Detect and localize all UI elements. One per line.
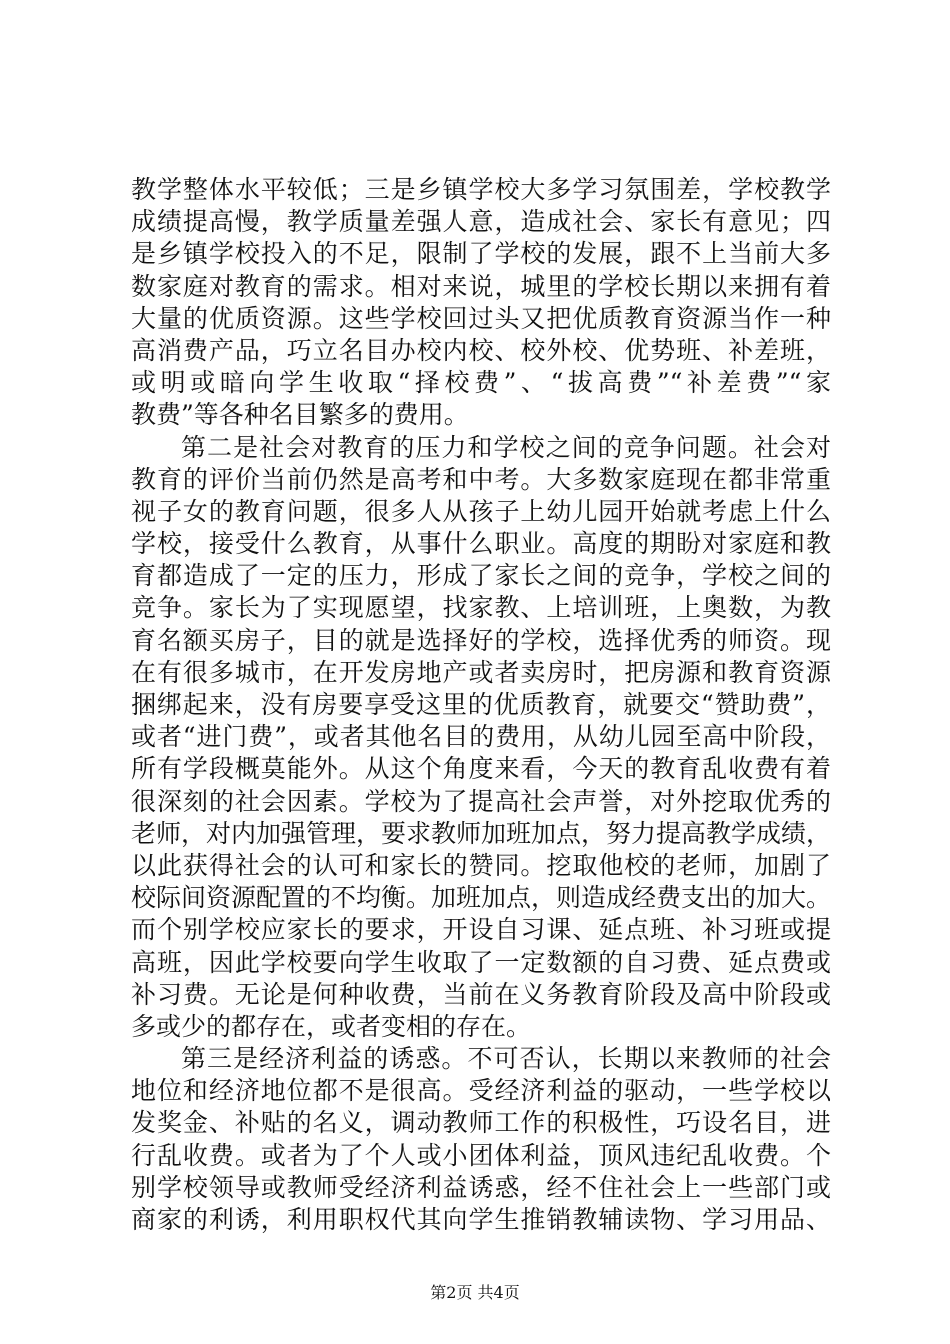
text-line: 教育的评价当前仍然是高考和中考。大多数家庭现在都非常重 [131,464,831,494]
text-line: 发奖金、补贴的名义，调动教师工作的积极性，巧设名目，进 [131,1108,831,1138]
text-line: 是乡镇学校投入的不足，限制了学校的发展，跟不上当前大多 [131,239,831,269]
text-line: 或者“进门费”，或者其他名目的费用，从幼儿园至高中阶段， [131,722,831,752]
text-line: 或明或暗向学生收取“择校费”、“拔高费”“补差费”“家 [131,368,831,398]
text-line: 第三是经济利益的诱惑。不可否认，长期以来教师的社会 [181,1044,831,1074]
text-line: 补习费。无论是何种收费，当前在义务教育阶段及高中阶段或 [131,979,831,1009]
text-line: 教学整体水平较低；三是乡镇学校大多学习氛围差，学校教学 [131,175,831,204]
page-footer: 第2页 共4页 [430,1283,520,1302]
text-line: 商家的利诱，利用职权代其向学生推销教辅读物、学习用品、 [131,1205,831,1234]
text-line: 老师，对内加强管理，要求教师加班加点，努力提高教学成绩， [131,818,832,848]
text-line: 教费”等各种名目繁多的费用。 [131,400,469,430]
text-line: 所有学段概莫能外。从这个角度来看，今天的教育乱收费有着 [131,754,831,784]
text-line: 校际间资源配置的不均衡。加班加点，则造成经费支出的加大。 [131,883,832,913]
text-line: 育名额买房子，目的就是选择好的学校，选择优秀的师资。现 [131,625,831,655]
text-line: 数家庭对教育的需求。相对来说，城里的学校长期以来拥有着 [131,271,831,301]
text-line: 竞争。家长为了实现愿望，找家教、上培训班，上奥数，为教 [131,593,831,623]
text-line: 大量的优质资源。这些学校回过头又把优质教育资源当作一种 [131,303,831,333]
text-line: 在有很多城市，在开发房地产或者卖房时，把房源和教育资源 [131,657,831,687]
text-line: 高消费产品，巧立名目办校内校、校外校、优势班、补差班， [131,335,831,365]
text-line: 成绩提高慢，教学质量差强人意，造成社会、家长有意见；四 [131,207,831,237]
text-line: 育都造成了一定的压力，形成了家长之间的竞争，学校之间的 [131,561,831,591]
text-line: 很深刻的社会因素。学校为了提高社会声誉，对外挖取优秀的 [131,786,831,816]
text-line: 而个别学校应家长的要求，开设自习课、延点班、补习班或提 [131,915,831,945]
text-line: 学校，接受什么教育，从事什么职业。高度的期盼对家庭和教 [131,529,831,559]
text-line: 地位和经济地位都不是很高。受经济利益的驱动，一些学校以 [131,1076,831,1106]
text-line: 第二是社会对教育的压力和学校之间的竞争问题。社会对 [181,432,831,462]
text-line: 别学校领导或教师受经济利益诱惑，经不住社会上一些部门或 [131,1172,831,1202]
document-body [131,174,831,1236]
text-line: 以此获得社会的认可和家长的赞同。挖取他校的老师，加剧了 [131,850,831,880]
text-line: 行乱收费。或者为了个人或小团体利益，顶风违纪乱收费。个 [131,1140,831,1170]
text-line: 视子女的教育问题，很多人从孩子上幼儿园开始就考虑上什么 [131,496,831,526]
text-line: 高班，因此学校要向学生收取了一定数额的自习费、延点费或 [131,947,831,977]
text-line: 捆绑起来，没有房要享受这里的优质教育，就要交“赞助费”， [131,690,831,719]
text-line: 多或少的都存在，或者变相的存在。 [131,1011,532,1041]
